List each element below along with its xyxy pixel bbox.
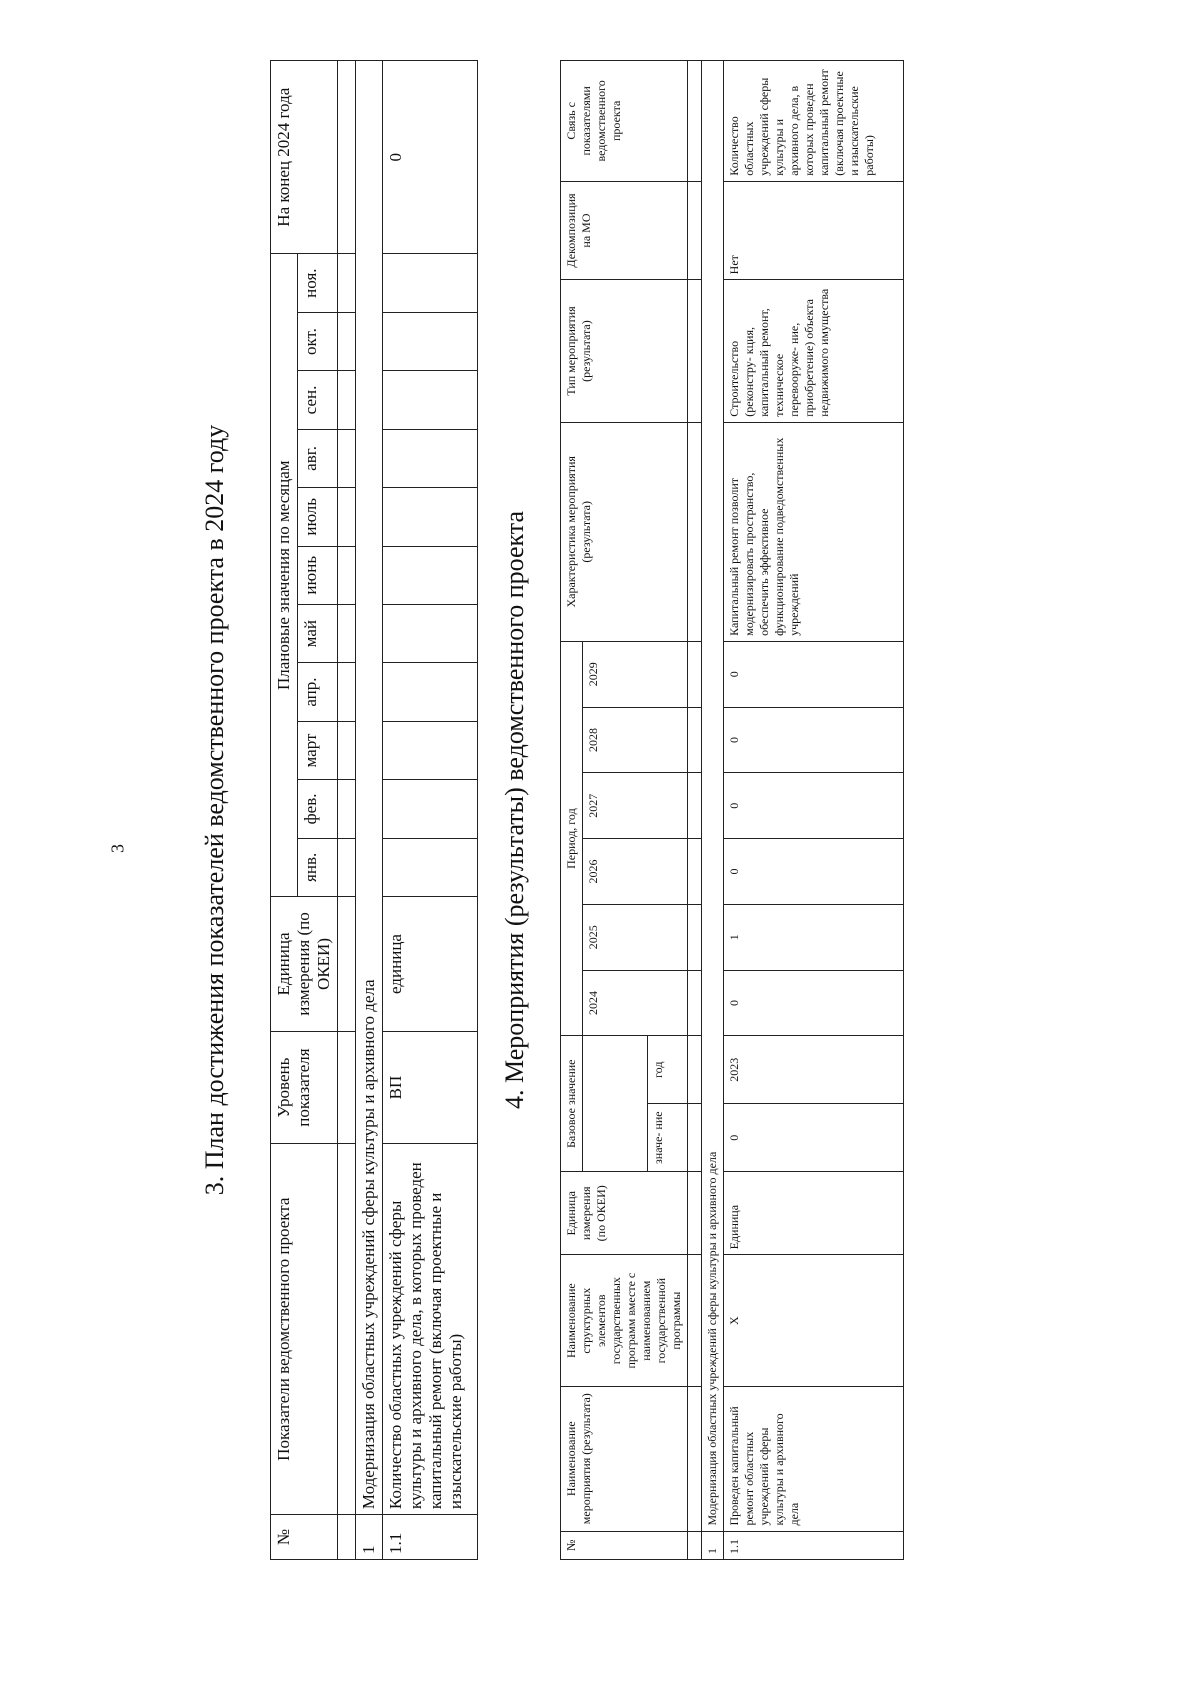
month-header: май xyxy=(298,604,338,662)
year-header: 2028 xyxy=(583,707,688,773)
month-header: сен. xyxy=(298,371,338,429)
month-header: янв. xyxy=(298,838,338,896)
section3-title: 3. План достижения показателей ведомственного проекта в 2024 году xyxy=(200,424,229,1196)
row-value: 0 xyxy=(724,773,904,839)
month-header: апр. xyxy=(298,663,338,721)
row-decomposition: Нет xyxy=(724,181,904,280)
rotated-page xyxy=(200,60,1180,1560)
page-number: 3 xyxy=(107,844,128,853)
header-base-year: год xyxy=(648,1036,688,1104)
header-base-value: значе- ние xyxy=(648,1104,688,1172)
header-indicator: Показатели ведомственного проекта xyxy=(271,1144,338,1515)
header-num: № xyxy=(561,1531,688,1559)
row-structural: Х xyxy=(724,1255,904,1386)
group-title: Модернизация областных учреждений сферы культуры и архивного дела xyxy=(702,61,724,1532)
header-level: Уровень показателя xyxy=(271,1031,338,1143)
header-decomposition: Декомпозиция на МО xyxy=(561,181,688,280)
header-type: Тип мероприятия (результата) xyxy=(561,280,688,422)
year-header: 2026 xyxy=(583,839,688,905)
header-structural: Наименование структурных элементов государственных программ вместе с наименованием государственной программы xyxy=(561,1255,688,1386)
header-period: Период, год xyxy=(561,641,583,1035)
section4-title: 4. Мероприятия (результаты) ведомственного проекта xyxy=(500,511,529,1110)
row-value: 0 xyxy=(724,707,904,773)
month-header: окт. xyxy=(298,312,338,370)
row-name: Проведен капитальный ремонт областных учреждений сферы культуры и архивного дела xyxy=(724,1386,904,1531)
row-type: Строительство (реконстру- кция, капитальный ремонт, техническое перевооруже- ние, приобретение) объекта недвижимого имущества xyxy=(724,280,904,422)
year-header: 2027 xyxy=(583,773,688,839)
header-num: № xyxy=(271,1515,338,1560)
header-year-end: На конец 2024 года xyxy=(271,61,338,254)
header-planned: Плановые значения по месяцам xyxy=(271,254,298,897)
row-unit: Единица xyxy=(724,1172,904,1255)
row-num: 1.1 xyxy=(383,1515,478,1560)
row-value: 0 xyxy=(724,839,904,905)
row-indicator: Количество областных учреждений сферы культуры и архивного дела, в которых проведен капитальный ремонт (включая проектные и изыскательские работы) xyxy=(383,1144,478,1515)
header-unit: Единица измерения (по ОКЕИ) xyxy=(271,897,338,1032)
group-num: 1 xyxy=(702,1531,724,1559)
header-base: Базовое значение xyxy=(561,1036,583,1172)
section4-table xyxy=(560,60,904,1560)
year-header: 2025 xyxy=(583,904,688,970)
row-characteristic: Капитальный ремонт позволит модернизировать пространство, обеспечить эффективное функционирование подведомственных учреждений xyxy=(724,422,904,641)
section3-table xyxy=(270,60,478,1560)
row-base-year: 2023 xyxy=(724,1036,904,1104)
row-unit: единица xyxy=(383,897,478,1032)
row-base-value: 0 xyxy=(724,1104,904,1172)
month-header: фев. xyxy=(298,780,338,838)
month-header: июнь xyxy=(298,546,338,604)
year-header: 2024 xyxy=(583,970,688,1036)
month-header: авг. xyxy=(298,429,338,487)
month-header: март xyxy=(298,721,338,779)
row-year-end: 0 xyxy=(383,61,478,254)
header-link: Связь с показателями ведомственного проекта xyxy=(561,61,688,182)
header-characteristic: Характеристика мероприятия (результата) xyxy=(561,422,688,641)
year-header: 2029 xyxy=(583,641,688,707)
row-num: 1.1 xyxy=(724,1531,904,1559)
row-level: ВП xyxy=(383,1031,478,1143)
header-unit: Единица измерения (по ОКЕИ) xyxy=(561,1172,688,1255)
row-value: 0 xyxy=(724,641,904,707)
month-header: ноя. xyxy=(298,254,338,312)
month-header: июль xyxy=(298,488,338,546)
row-value: 0 xyxy=(724,970,904,1036)
group-num: 1 xyxy=(356,1515,383,1560)
row-value: 1 xyxy=(724,904,904,970)
group-title: Модернизация областных учреждений сферы культуры и архивного дела xyxy=(356,61,383,1515)
header-name: Наименование мероприятия (результата) xyxy=(561,1386,688,1531)
row-link: Количество областных учреждений сферы культуры и архивного дела, в которых проведен капитальный ремонт (включая проектные и изыскательские работы) xyxy=(724,61,904,182)
